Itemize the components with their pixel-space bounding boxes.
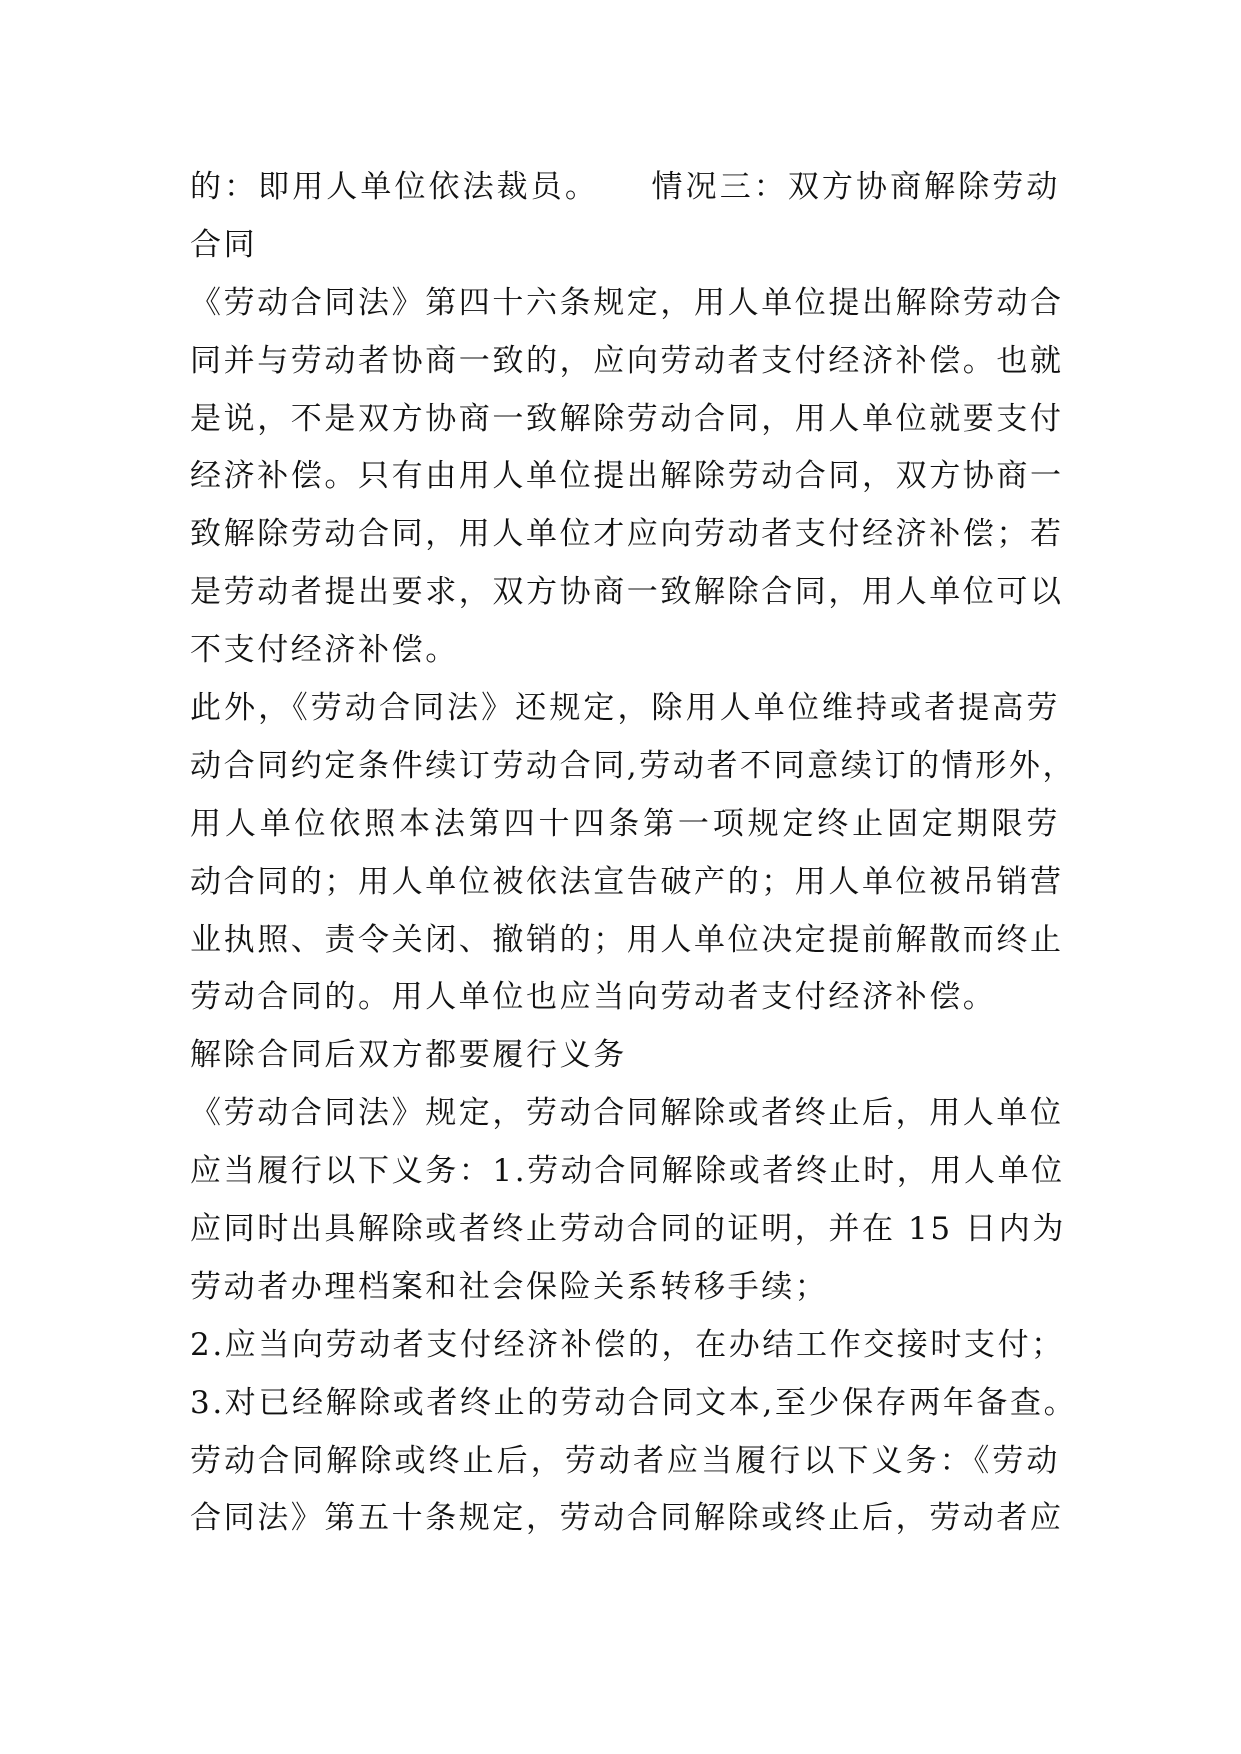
text-line: 应同时出具解除或者终止劳动合同的证明，并在 15 日内为 xyxy=(190,1211,1066,1248)
text-line: 合同 xyxy=(190,226,258,263)
text-line: 《劳动合同法》第四十六条规定，用人单位提出解除劳动合 xyxy=(190,284,1064,321)
text-line: 是劳动者提出要求，双方协商一致解除合同，用人单位可以 xyxy=(190,574,1064,611)
text-line: 致解除劳动合同，用人单位才应向劳动者支付经济补偿；若 xyxy=(190,516,1064,553)
text-line: 《劳动合同法》规定，劳动合同解除或者终止后，用人单位 xyxy=(190,1095,1064,1132)
text-line: 不支付经济补偿。 xyxy=(190,632,459,669)
text-line: 合同法》第五十条规定，劳动合同解除或终止后，劳动者应 xyxy=(190,1500,1064,1537)
text-line: 业执照、责令关闭、撤销的；用人单位决定提前解散而终止 xyxy=(190,921,1064,958)
text-line: 的：即用人单位依法裁员。 情况三：双方协商解除劳动 xyxy=(190,169,1060,205)
text-line: 劳动合同解除或终止后，劳动者应当履行以下义务：《劳动 xyxy=(190,1442,1060,1479)
text-line: 劳动者办理档案和社会保险关系转移手续； xyxy=(190,1268,829,1305)
text-line: 是说，不是双方协商一致解除劳动合同，用人单位就要支付 xyxy=(190,400,1064,437)
section-heading: 解除合同后双方都要履行义务 xyxy=(190,1037,627,1074)
text-line: 劳动合同的。用人单位也应当向劳动者支付经济补偿。 xyxy=(190,979,997,1016)
text-line: 3.对已经解除或者终止的劳动合同文本,至少保存两年备查。 xyxy=(190,1384,1078,1421)
text-line: 动合同的；用人单位被依法宣告破产的；用人单位被吊销营 xyxy=(190,863,1064,900)
text-line: 经济补偿。只有由用人单位提出解除劳动合同，双方协商一 xyxy=(190,458,1064,495)
text-line: 动合同约定条件续订劳动合同,劳动者不同意续订的情形外， xyxy=(190,747,1077,784)
text-line: 同并与劳动者协商一致的，应向劳动者支付经济补偿。也就 xyxy=(190,342,1064,379)
text-line: 此外，《劳动合同法》还规定，除用人单位维持或者提高劳 xyxy=(190,690,1060,727)
text-line: 2.应当向劳动者支付经济补偿的，在办结工作交接时支付； xyxy=(190,1326,1065,1363)
document-body xyxy=(190,159,1078,1548)
text-line: 应当履行以下义务：1.劳动合同解除或者终止时，用人单位 xyxy=(190,1153,1065,1190)
text-line: 用人单位依照本法第四十四条第一项规定终止固定期限劳 xyxy=(190,805,1060,842)
